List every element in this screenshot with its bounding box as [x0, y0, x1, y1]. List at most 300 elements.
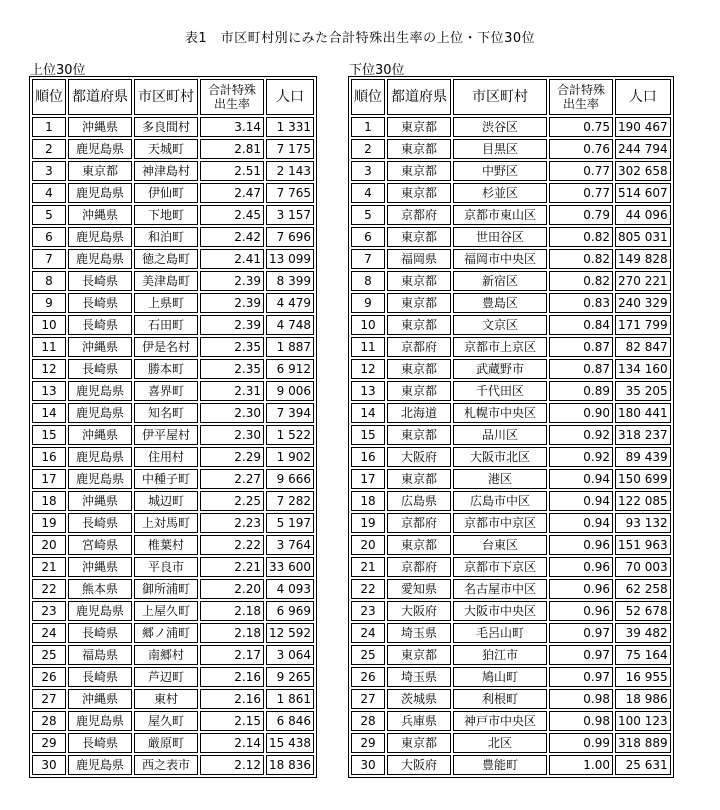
table-row: [351, 601, 671, 621]
table-header-row: [32, 79, 314, 115]
cell-population: 240 329: [615, 293, 671, 313]
cell-population: 302 658: [615, 161, 671, 181]
cell-rank: 27: [351, 689, 385, 709]
table-row: [32, 469, 314, 489]
cell-city: 渋谷区: [453, 117, 547, 137]
cell-fertility-rate: 2.18: [200, 623, 264, 643]
cell-rank: 9: [32, 293, 66, 313]
cell-rank: 8: [32, 271, 66, 291]
cell-population: 35 205: [615, 381, 671, 401]
cell-city: 福岡市中央区: [453, 249, 547, 269]
cell-rank: 8: [351, 271, 385, 291]
cell-population: 4 479: [266, 293, 314, 313]
cell-prefecture: 鹿児島県: [68, 711, 132, 731]
cell-population: 318 889: [615, 733, 671, 753]
cell-fertility-rate: 2.12: [200, 755, 264, 775]
cell-city: 屋久町: [134, 711, 198, 731]
cell-city: 新宿区: [453, 271, 547, 291]
cell-city: 広島市中区: [453, 491, 547, 511]
cell-population: 82 847: [615, 337, 671, 357]
cell-fertility-rate: 0.97: [549, 623, 613, 643]
cell-prefecture: 東京都: [387, 139, 451, 159]
cell-fertility-rate: 2.25: [200, 491, 264, 511]
cell-population: 7 765: [266, 183, 314, 203]
cell-prefecture: 東京都: [387, 645, 451, 665]
cell-city: 御所浦町: [134, 579, 198, 599]
cell-rank: 17: [32, 469, 66, 489]
bottom30-caption: 下位30位: [349, 63, 405, 78]
table-row: [32, 271, 314, 291]
cell-rank: 22: [351, 579, 385, 599]
cell-population: 70 003: [615, 557, 671, 577]
table-row: [32, 579, 314, 599]
cell-city: 港区: [453, 469, 547, 489]
cell-population: 33 600: [266, 557, 314, 577]
cell-city: 徳之島町: [134, 249, 198, 269]
cell-rank: 26: [32, 667, 66, 687]
cell-prefecture: 京都府: [387, 557, 451, 577]
cell-rank: 28: [351, 711, 385, 731]
table-row: [32, 447, 314, 467]
table-row: [32, 601, 314, 621]
cell-fertility-rate: 2.14: [200, 733, 264, 753]
table-row: [351, 227, 671, 247]
cell-rank: 1: [32, 117, 66, 137]
cell-rank: 6: [351, 227, 385, 247]
header-fertility-rate: [200, 79, 264, 115]
cell-city: 伊平屋村: [134, 425, 198, 445]
cell-fertility-rate: 0.96: [549, 579, 613, 599]
cell-city: 西之表市: [134, 755, 198, 775]
cell-city: 上県町: [134, 293, 198, 313]
cell-prefecture: 沖縄県: [68, 425, 132, 445]
cell-prefecture: 鹿児島県: [68, 249, 132, 269]
cell-fertility-rate: 2.31: [200, 381, 264, 401]
cell-rank: 29: [32, 733, 66, 753]
cell-rank: 13: [351, 381, 385, 401]
cell-city: 中野区: [453, 161, 547, 181]
table-row: [32, 249, 314, 269]
cell-fertility-rate: 2.16: [200, 667, 264, 687]
cell-prefecture: 鹿児島県: [68, 403, 132, 423]
cell-city: 中種子町: [134, 469, 198, 489]
cell-prefecture: 東京都: [387, 469, 451, 489]
cell-rank: 23: [32, 601, 66, 621]
cell-prefecture: 長崎県: [68, 293, 132, 313]
table-row: [351, 733, 671, 753]
table-row: [32, 359, 314, 379]
cell-fertility-rate: 0.96: [549, 557, 613, 577]
cell-fertility-rate: 2.45: [200, 205, 264, 225]
cell-city: 京都市下京区: [453, 557, 547, 577]
cell-rank: 13: [32, 381, 66, 401]
cell-population: 514 607: [615, 183, 671, 203]
header-city: 市区町村: [453, 79, 547, 115]
table-row: [351, 139, 671, 159]
table-row: [351, 425, 671, 445]
cell-city: 豊島区: [453, 293, 547, 313]
table-row: [351, 403, 671, 423]
cell-fertility-rate: 2.35: [200, 337, 264, 357]
cell-prefecture: 鹿児島県: [68, 601, 132, 621]
cell-city: 上対馬町: [134, 513, 198, 533]
cell-prefecture: 愛知県: [387, 579, 451, 599]
cell-fertility-rate: 2.16: [200, 689, 264, 709]
cell-fertility-rate: 0.84: [549, 315, 613, 335]
cell-rank: 17: [351, 469, 385, 489]
header-rank: 順位: [32, 79, 66, 115]
cell-rank: 9: [351, 293, 385, 313]
cell-rank: 19: [32, 513, 66, 533]
table-row: [351, 315, 671, 335]
cell-fertility-rate: 2.39: [200, 271, 264, 291]
cell-rank: 24: [32, 623, 66, 643]
cell-city: 下地町: [134, 205, 198, 225]
cell-population: 7 175: [266, 139, 314, 159]
table-row: [32, 689, 314, 709]
cell-prefecture: 東京都: [387, 315, 451, 335]
cell-population: 3 157: [266, 205, 314, 225]
table-row: [351, 557, 671, 577]
cell-prefecture: 福岡県: [387, 249, 451, 269]
cell-fertility-rate: 2.23: [200, 513, 264, 533]
cell-prefecture: 広島県: [387, 491, 451, 511]
header-city: 市区町村: [134, 79, 198, 115]
cell-prefecture: 長崎県: [68, 271, 132, 291]
cell-prefecture: 埼玉県: [387, 667, 451, 687]
cell-fertility-rate: 0.83: [549, 293, 613, 313]
cell-city: 名古屋市中区: [453, 579, 547, 599]
cell-city: 美津島町: [134, 271, 198, 291]
cell-fertility-rate: 0.94: [549, 469, 613, 489]
cell-rank: 29: [351, 733, 385, 753]
cell-population: 3 764: [266, 535, 314, 555]
cell-rank: 2: [32, 139, 66, 159]
cell-rank: 21: [32, 557, 66, 577]
cell-rank: 20: [32, 535, 66, 555]
cell-population: 1 861: [266, 689, 314, 709]
table-row: [351, 711, 671, 731]
cell-city: 住用村: [134, 447, 198, 467]
cell-rank: 4: [32, 183, 66, 203]
cell-city: 鳩山町: [453, 667, 547, 687]
cell-city: 椎葉村: [134, 535, 198, 555]
cell-prefecture: 東京都: [387, 535, 451, 555]
top30-table: [29, 76, 317, 778]
cell-rank: 5: [351, 205, 385, 225]
cell-city: 狛江市: [453, 645, 547, 665]
cell-prefecture: 大阪府: [387, 601, 451, 621]
cell-city: 上屋久町: [134, 601, 198, 621]
table-row: [351, 689, 671, 709]
cell-prefecture: 北海道: [387, 403, 451, 423]
cell-rank: 4: [351, 183, 385, 203]
cell-prefecture: 鹿児島県: [68, 183, 132, 203]
cell-fertility-rate: 0.87: [549, 337, 613, 357]
cell-rank: 26: [351, 667, 385, 687]
cell-city: 伊是名村: [134, 337, 198, 357]
cell-fertility-rate: 0.92: [549, 425, 613, 445]
cell-population: 6 969: [266, 601, 314, 621]
table-row: [351, 447, 671, 467]
cell-rank: 23: [351, 601, 385, 621]
table-row: [32, 117, 314, 137]
cell-city: 和泊町: [134, 227, 198, 247]
cell-population: 134 160: [615, 359, 671, 379]
cell-city: 平良市: [134, 557, 198, 577]
cell-population: 150 699: [615, 469, 671, 489]
table-row: [32, 381, 314, 401]
table-row: [351, 249, 671, 269]
table-row: [351, 645, 671, 665]
cell-population: 122 085: [615, 491, 671, 511]
cell-fertility-rate: 0.97: [549, 667, 613, 687]
cell-population: 9 666: [266, 469, 314, 489]
cell-prefecture: 鹿児島県: [68, 139, 132, 159]
cell-city: 杉並区: [453, 183, 547, 203]
header-rate-line2: 出生率: [562, 97, 599, 111]
cell-prefecture: 長崎県: [68, 733, 132, 753]
cell-population: 190 467: [615, 117, 671, 137]
cell-fertility-rate: 0.94: [549, 513, 613, 533]
cell-prefecture: 長崎県: [68, 359, 132, 379]
cell-rank: 22: [32, 579, 66, 599]
cell-prefecture: 京都府: [387, 513, 451, 533]
table-row: [32, 337, 314, 357]
table-row: [32, 161, 314, 181]
cell-city: 毛呂山町: [453, 623, 547, 643]
cell-fertility-rate: 0.92: [549, 447, 613, 467]
cell-fertility-rate: 0.98: [549, 711, 613, 731]
cell-rank: 27: [32, 689, 66, 709]
cell-city: 文京区: [453, 315, 547, 335]
cell-city: 京都市上京区: [453, 337, 547, 357]
cell-population: 3 064: [266, 645, 314, 665]
table-row: [32, 403, 314, 423]
cell-prefecture: 鹿児島県: [68, 755, 132, 775]
table-row: [32, 205, 314, 225]
cell-rank: 21: [351, 557, 385, 577]
cell-population: 2 143: [266, 161, 314, 181]
top30-caption: 上位30位: [30, 63, 86, 78]
cell-rank: 12: [351, 359, 385, 379]
cell-fertility-rate: 2.35: [200, 359, 264, 379]
cell-city: 神戸市中央区: [453, 711, 547, 731]
table-row: [32, 733, 314, 753]
cell-city: 多良間村: [134, 117, 198, 137]
cell-fertility-rate: 2.27: [200, 469, 264, 489]
cell-fertility-rate: 2.42: [200, 227, 264, 247]
cell-rank: 15: [32, 425, 66, 445]
cell-fertility-rate: 0.97: [549, 645, 613, 665]
table-row: [351, 623, 671, 643]
table-row: [32, 535, 314, 555]
cell-fertility-rate: 0.90: [549, 403, 613, 423]
cell-fertility-rate: 2.81: [200, 139, 264, 159]
cell-rank: 7: [32, 249, 66, 269]
cell-population: 18 836: [266, 755, 314, 775]
cell-rank: 18: [32, 491, 66, 511]
cell-fertility-rate: 0.77: [549, 183, 613, 203]
cell-fertility-rate: 2.17: [200, 645, 264, 665]
cell-prefecture: 鹿児島県: [68, 227, 132, 247]
cell-rank: 15: [351, 425, 385, 445]
cell-prefecture: 沖縄県: [68, 557, 132, 577]
cell-city: 神津島村: [134, 161, 198, 181]
cell-population: 25 631: [615, 755, 671, 775]
cell-prefecture: 兵庫県: [387, 711, 451, 731]
cell-rank: 11: [32, 337, 66, 357]
cell-rank: 30: [32, 755, 66, 775]
cell-rank: 20: [351, 535, 385, 555]
header-rank: 順位: [351, 79, 385, 115]
cell-prefecture: 熊本県: [68, 579, 132, 599]
table-row: [351, 469, 671, 489]
cell-prefecture: 長崎県: [68, 513, 132, 533]
cell-city: 武蔵野市: [453, 359, 547, 379]
cell-prefecture: 東京都: [387, 381, 451, 401]
cell-population: 151 963: [615, 535, 671, 555]
cell-fertility-rate: 0.82: [549, 249, 613, 269]
cell-city: 郷ノ浦町: [134, 623, 198, 643]
table-row: [351, 161, 671, 181]
table-row: [351, 359, 671, 379]
cell-fertility-rate: 0.75: [549, 117, 613, 137]
cell-rank: 6: [32, 227, 66, 247]
cell-population: 12 592: [266, 623, 314, 643]
cell-fertility-rate: 2.47: [200, 183, 264, 203]
table-row: [32, 491, 314, 511]
cell-prefecture: 東京都: [387, 293, 451, 313]
table-row: [32, 755, 314, 775]
table-row: [32, 513, 314, 533]
cell-city: 知名町: [134, 403, 198, 423]
cell-city: 芦辺町: [134, 667, 198, 687]
cell-fertility-rate: 0.99: [549, 733, 613, 753]
header-prefecture: 都道府県: [387, 79, 451, 115]
cell-city: 利根町: [453, 689, 547, 709]
cell-rank: 2: [351, 139, 385, 159]
cell-fertility-rate: 0.87: [549, 359, 613, 379]
cell-rank: 14: [32, 403, 66, 423]
bottom30-table: [348, 76, 674, 778]
cell-city: 豊能町: [453, 755, 547, 775]
cell-rank: 10: [32, 315, 66, 335]
cell-population: 7 394: [266, 403, 314, 423]
cell-city: 石田町: [134, 315, 198, 335]
cell-prefecture: 埼玉県: [387, 623, 451, 643]
cell-fertility-rate: 2.41: [200, 249, 264, 269]
table-row: [32, 645, 314, 665]
cell-city: 天城町: [134, 139, 198, 159]
cell-rank: 14: [351, 403, 385, 423]
cell-fertility-rate: 2.51: [200, 161, 264, 181]
cell-fertility-rate: 0.77: [549, 161, 613, 181]
cell-city: 城辺町: [134, 491, 198, 511]
cell-population: 1 522: [266, 425, 314, 445]
cell-population: 52 678: [615, 601, 671, 621]
table-row: [351, 183, 671, 203]
cell-prefecture: 長崎県: [68, 315, 132, 335]
cell-fertility-rate: 0.82: [549, 227, 613, 247]
cell-population: 318 237: [615, 425, 671, 445]
cell-rank: 30: [351, 755, 385, 775]
cell-prefecture: 鹿児島県: [68, 447, 132, 467]
cell-population: 18 986: [615, 689, 671, 709]
cell-rank: 24: [351, 623, 385, 643]
cell-prefecture: 宮崎県: [68, 535, 132, 555]
cell-population: 4 093: [266, 579, 314, 599]
cell-rank: 12: [32, 359, 66, 379]
cell-fertility-rate: 1.00: [549, 755, 613, 775]
cell-city: 京都市東山区: [453, 205, 547, 225]
cell-prefecture: 東京都: [387, 227, 451, 247]
cell-population: 5 197: [266, 513, 314, 533]
cell-rank: 11: [351, 337, 385, 357]
cell-prefecture: 東京都: [387, 359, 451, 379]
cell-prefecture: 沖縄県: [68, 117, 132, 137]
header-population: 人口: [615, 79, 671, 115]
cell-city: 北区: [453, 733, 547, 753]
cell-city: 厳原町: [134, 733, 198, 753]
cell-fertility-rate: 0.76: [549, 139, 613, 159]
cell-population: 89 439: [615, 447, 671, 467]
cell-fertility-rate: 2.39: [200, 293, 264, 313]
table-row: [32, 711, 314, 731]
table-row: [351, 667, 671, 687]
cell-prefecture: 沖縄県: [68, 491, 132, 511]
cell-city: 南郷村: [134, 645, 198, 665]
cell-fertility-rate: 3.14: [200, 117, 264, 137]
cell-population: 93 132: [615, 513, 671, 533]
cell-fertility-rate: 0.94: [549, 491, 613, 511]
table-row: [32, 623, 314, 643]
cell-prefecture: 沖縄県: [68, 337, 132, 357]
cell-fertility-rate: 0.96: [549, 601, 613, 621]
table-row: [351, 293, 671, 313]
cell-fertility-rate: 2.18: [200, 601, 264, 621]
table-row: [32, 557, 314, 577]
table-row: [32, 139, 314, 159]
cell-rank: 7: [351, 249, 385, 269]
cell-city: 目黒区: [453, 139, 547, 159]
cell-prefecture: 茨城県: [387, 689, 451, 709]
table-row: [32, 315, 314, 335]
cell-rank: 3: [351, 161, 385, 181]
cell-city: 大阪市中央区: [453, 601, 547, 621]
cell-population: 75 164: [615, 645, 671, 665]
table-row: [32, 293, 314, 313]
cell-fertility-rate: 0.82: [549, 271, 613, 291]
cell-rank: 5: [32, 205, 66, 225]
cell-prefecture: 長崎県: [68, 667, 132, 687]
table-row: [351, 513, 671, 533]
cell-prefecture: 東京都: [387, 733, 451, 753]
cell-population: 62 258: [615, 579, 671, 599]
header-rate-line1: 合計特殊: [556, 83, 605, 97]
cell-rank: 25: [32, 645, 66, 665]
cell-population: 100 123: [615, 711, 671, 731]
cell-population: 6 846: [266, 711, 314, 731]
cell-prefecture: 東京都: [387, 117, 451, 137]
cell-fertility-rate: 2.15: [200, 711, 264, 731]
table-row: [351, 755, 671, 775]
header-rate-line2: 出生率: [213, 97, 250, 111]
table-row: [32, 183, 314, 203]
cell-city: 品川区: [453, 425, 547, 445]
cell-fertility-rate: 2.29: [200, 447, 264, 467]
cell-population: 1 887: [266, 337, 314, 357]
